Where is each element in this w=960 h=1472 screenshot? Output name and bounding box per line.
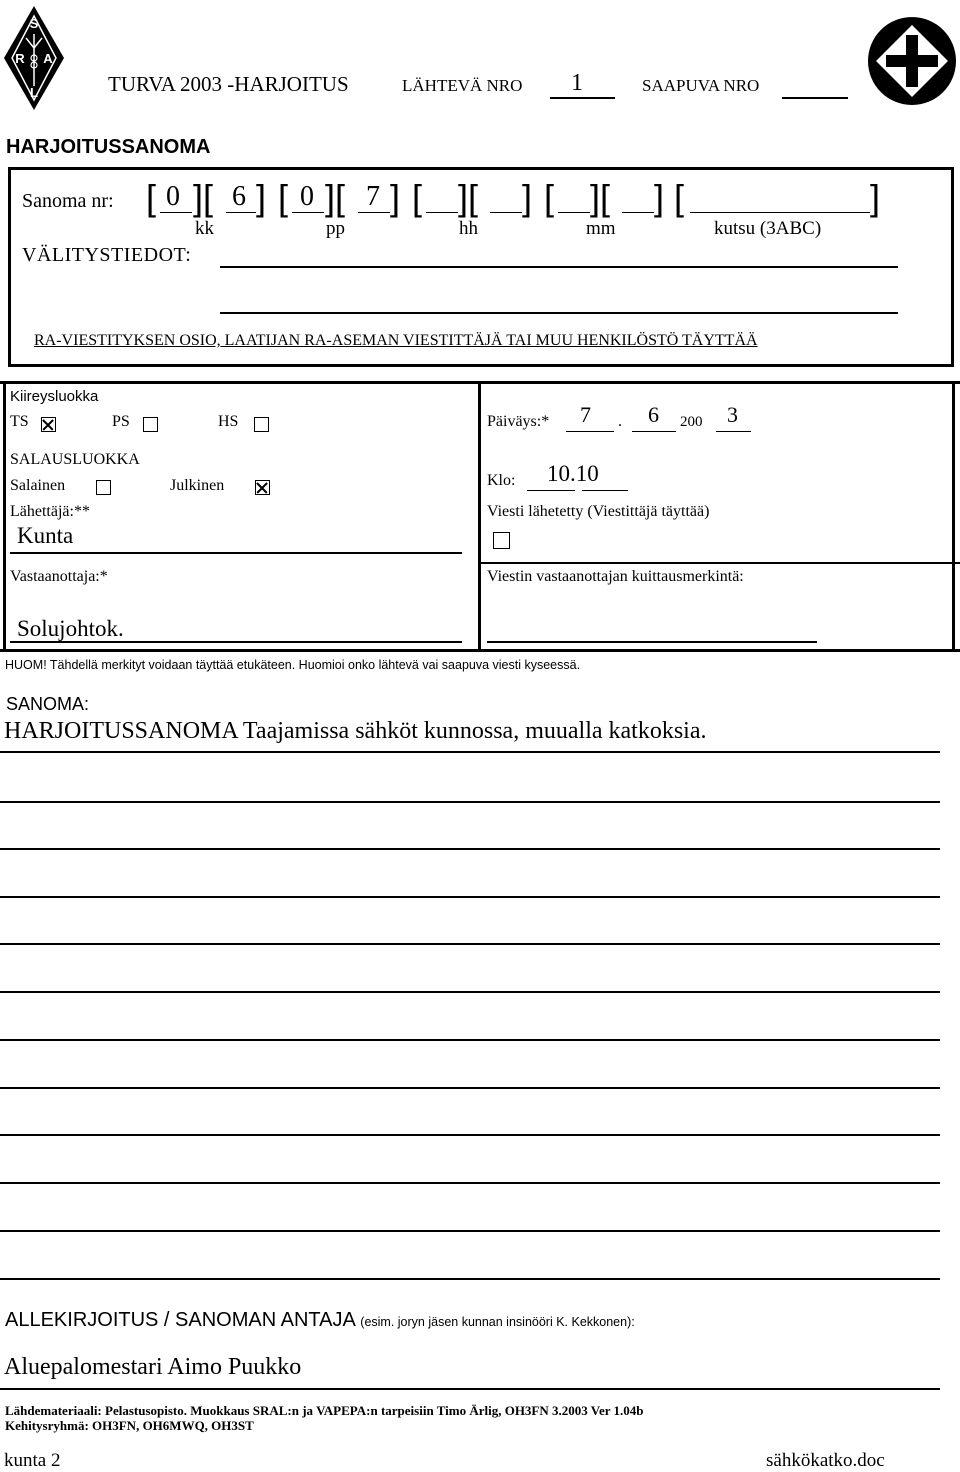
signature-value[interactable]: Aluepalomestari Aimo Puukko xyxy=(4,1354,302,1380)
message-line[interactable] xyxy=(0,1087,940,1089)
footer-group: Kehitysryhmä: OH3FN, OH6MWQ, OH3ST xyxy=(5,1418,254,1433)
bracket-close: ] xyxy=(256,177,267,218)
sublabel-minute: mm xyxy=(586,218,616,239)
logo-letter-l: L xyxy=(30,85,38,100)
relay-label: VÄLITYSTIEDOT: xyxy=(22,244,192,266)
time-minute-underline xyxy=(582,490,628,491)
sublabel-day: pp xyxy=(326,218,345,239)
incoming-label: SAAPUVA NRO xyxy=(642,76,760,95)
bracket-open: [ xyxy=(412,177,423,218)
digit-3-underline xyxy=(292,212,324,213)
message-line[interactable] xyxy=(0,848,940,850)
digit-8-underline xyxy=(622,212,654,213)
urgency-ps-checkbox[interactable] xyxy=(143,417,158,432)
message-line[interactable] xyxy=(0,991,940,993)
relay-note: RA-VIESTITYKSEN OSIO, LAATIJAN RA-ASEMAN VIESTITTÄJÄ TAI MUU HENKILÖSTÖ TÄYTTÄÄ xyxy=(34,332,758,349)
sent-checkbox[interactable] xyxy=(493,532,510,549)
classification-public-checkbox[interactable] xyxy=(255,480,270,495)
logo-letter-a: A xyxy=(43,51,53,66)
bracket-open: [ xyxy=(544,177,555,218)
bracket-close: ] xyxy=(654,177,665,218)
date-day[interactable]: 7 xyxy=(580,402,591,427)
urgency-label: Kiireysluokka xyxy=(10,388,99,405)
notice-text: HUOM! Tähdellä merkityt voidaan täyttää etukäteen. Huomioi onko lähtevä vai saapuva viesti kyseessä. xyxy=(5,658,581,672)
message-number-label: Sanoma nr: xyxy=(22,190,114,212)
signature-line[interactable] xyxy=(0,1388,940,1390)
classification-public-label: Julkinen xyxy=(170,477,225,494)
sender-label: Lähettäjä:** xyxy=(10,503,90,520)
sent-label: Viesti lähetetty (Viestittäjä täyttää) xyxy=(487,503,710,520)
bracket-open: [ xyxy=(278,177,289,218)
urgency-hs-checkbox[interactable] xyxy=(254,417,269,432)
footer-page-left: kunta 2 xyxy=(4,1450,61,1471)
footer-source: Lähdemateriaali: Pelastusopisto. Muokkaus SRAL:n ja VAPEPA:n tarpeisiin Timo Ärlig, OH3FN 3.2003 Ver 1.04b xyxy=(5,1403,644,1418)
digit-1[interactable]: 0 xyxy=(166,181,180,212)
digit-1-underline xyxy=(160,212,192,213)
message-line[interactable] xyxy=(0,1230,940,1232)
date-month-underline xyxy=(632,431,676,432)
time-hour-underline xyxy=(527,490,575,491)
message-line[interactable] xyxy=(0,801,940,803)
signature-label-text: ALLEKIRJOITUS / SANOMAN ANTAJA xyxy=(5,1309,355,1331)
grid-bottom-border xyxy=(0,649,960,652)
grid-right-border xyxy=(952,381,955,651)
date-day-underline xyxy=(566,431,614,432)
outgoing-underline xyxy=(550,97,615,99)
call-sign-underline xyxy=(690,212,870,213)
message-line[interactable] xyxy=(0,1182,940,1184)
cross-emblem-icon xyxy=(866,15,958,107)
classification-secret-checkbox[interactable] xyxy=(96,480,111,495)
message-text[interactable]: HARJOITUSSANOMA Taajamissa sähköt kunnossa, muualla katkoksia. xyxy=(4,718,707,744)
outgoing-label: LÄHTEVÄ NRO xyxy=(402,76,523,95)
grid-right-divider xyxy=(478,562,960,564)
digit-6-underline xyxy=(490,212,522,213)
ack-label: Viestin vastaanottajan kuittausmerkintä: xyxy=(487,568,744,585)
outgoing-number[interactable]: 1 xyxy=(571,70,583,96)
date-label: Päiväys:* xyxy=(487,413,550,430)
digit-4[interactable]: 7 xyxy=(366,181,380,212)
exercise-title: TURVA 2003 -HARJOITUS xyxy=(108,72,349,96)
digit-3[interactable]: 0 xyxy=(300,181,314,212)
message-line[interactable] xyxy=(0,1278,940,1280)
relay-line-2[interactable] xyxy=(220,312,898,314)
ack-signature-line[interactable] xyxy=(487,641,817,643)
digit-7-underline xyxy=(558,212,590,213)
grid-middle-divider xyxy=(478,381,481,651)
digit-4-underline xyxy=(358,212,390,213)
digit-2[interactable]: 6 xyxy=(232,181,246,212)
grid-left-border xyxy=(3,381,6,651)
date-year-underline xyxy=(716,431,751,432)
bracket-close: ][ xyxy=(325,177,346,218)
sublabel-hour: hh xyxy=(459,218,478,239)
bracket-open: [ xyxy=(146,177,157,218)
message-label: SANOMA: xyxy=(6,694,90,714)
receiver-underline xyxy=(10,641,462,643)
signature-hint: (esim. joryn jäsen kunnan insinööri K. Kekkonen): xyxy=(360,1315,635,1329)
message-line[interactable] xyxy=(0,896,940,898)
bracket-close: ][ xyxy=(458,177,479,218)
date-month[interactable]: 6 xyxy=(648,402,659,427)
urgency-ps-label: PS xyxy=(112,413,130,430)
bracket-close: ][ xyxy=(590,177,611,218)
bracket-open: [ xyxy=(674,177,685,218)
signature-label xyxy=(5,1309,635,1332)
digit-2-underline xyxy=(226,212,256,213)
sender-value[interactable]: Kunta xyxy=(17,523,74,548)
footer-page-right: sähkökatko.doc xyxy=(766,1450,885,1471)
classification-label: SALAUSLUOKKA xyxy=(10,451,140,468)
classification-secret-label: Salainen xyxy=(10,477,66,494)
receiver-label: Vastaanottaja:* xyxy=(10,568,108,585)
message-line[interactable] xyxy=(0,1134,940,1136)
sender-underline xyxy=(10,552,462,554)
relay-line-1[interactable] xyxy=(220,266,898,268)
time-label: Klo: xyxy=(487,472,516,489)
date-dot: . xyxy=(618,413,622,430)
bracket-close: ] xyxy=(390,177,401,218)
date-year-prefix: 200 xyxy=(680,414,703,430)
digit-5-underline xyxy=(426,212,458,213)
incoming-underline xyxy=(782,97,848,99)
urgency-ts-checkbox[interactable] xyxy=(41,417,56,432)
message-line[interactable] xyxy=(0,751,940,753)
receiver-value[interactable]: Solujohtok. xyxy=(17,616,124,641)
urgency-ts-label: TS xyxy=(10,413,29,430)
bracket-close: ] xyxy=(870,177,881,218)
bracket-close: ][ xyxy=(193,177,214,218)
message-line[interactable] xyxy=(0,1039,940,1041)
logo-letter-r: R xyxy=(15,51,25,66)
message-line[interactable] xyxy=(0,943,940,945)
logo-letter-s: S xyxy=(29,16,39,31)
sral-logo xyxy=(0,2,68,114)
date-year-suffix[interactable]: 3 xyxy=(727,402,738,427)
sublabel-month: kk xyxy=(195,218,214,239)
urgency-hs-label: HS xyxy=(218,413,239,430)
sublabel-callsign: kutsu (3ABC) xyxy=(714,218,822,239)
section-title: HARJOITUSSANOMA xyxy=(6,136,211,158)
time-value[interactable]: 10.10 xyxy=(547,461,599,486)
bracket-close: ] xyxy=(522,177,533,218)
